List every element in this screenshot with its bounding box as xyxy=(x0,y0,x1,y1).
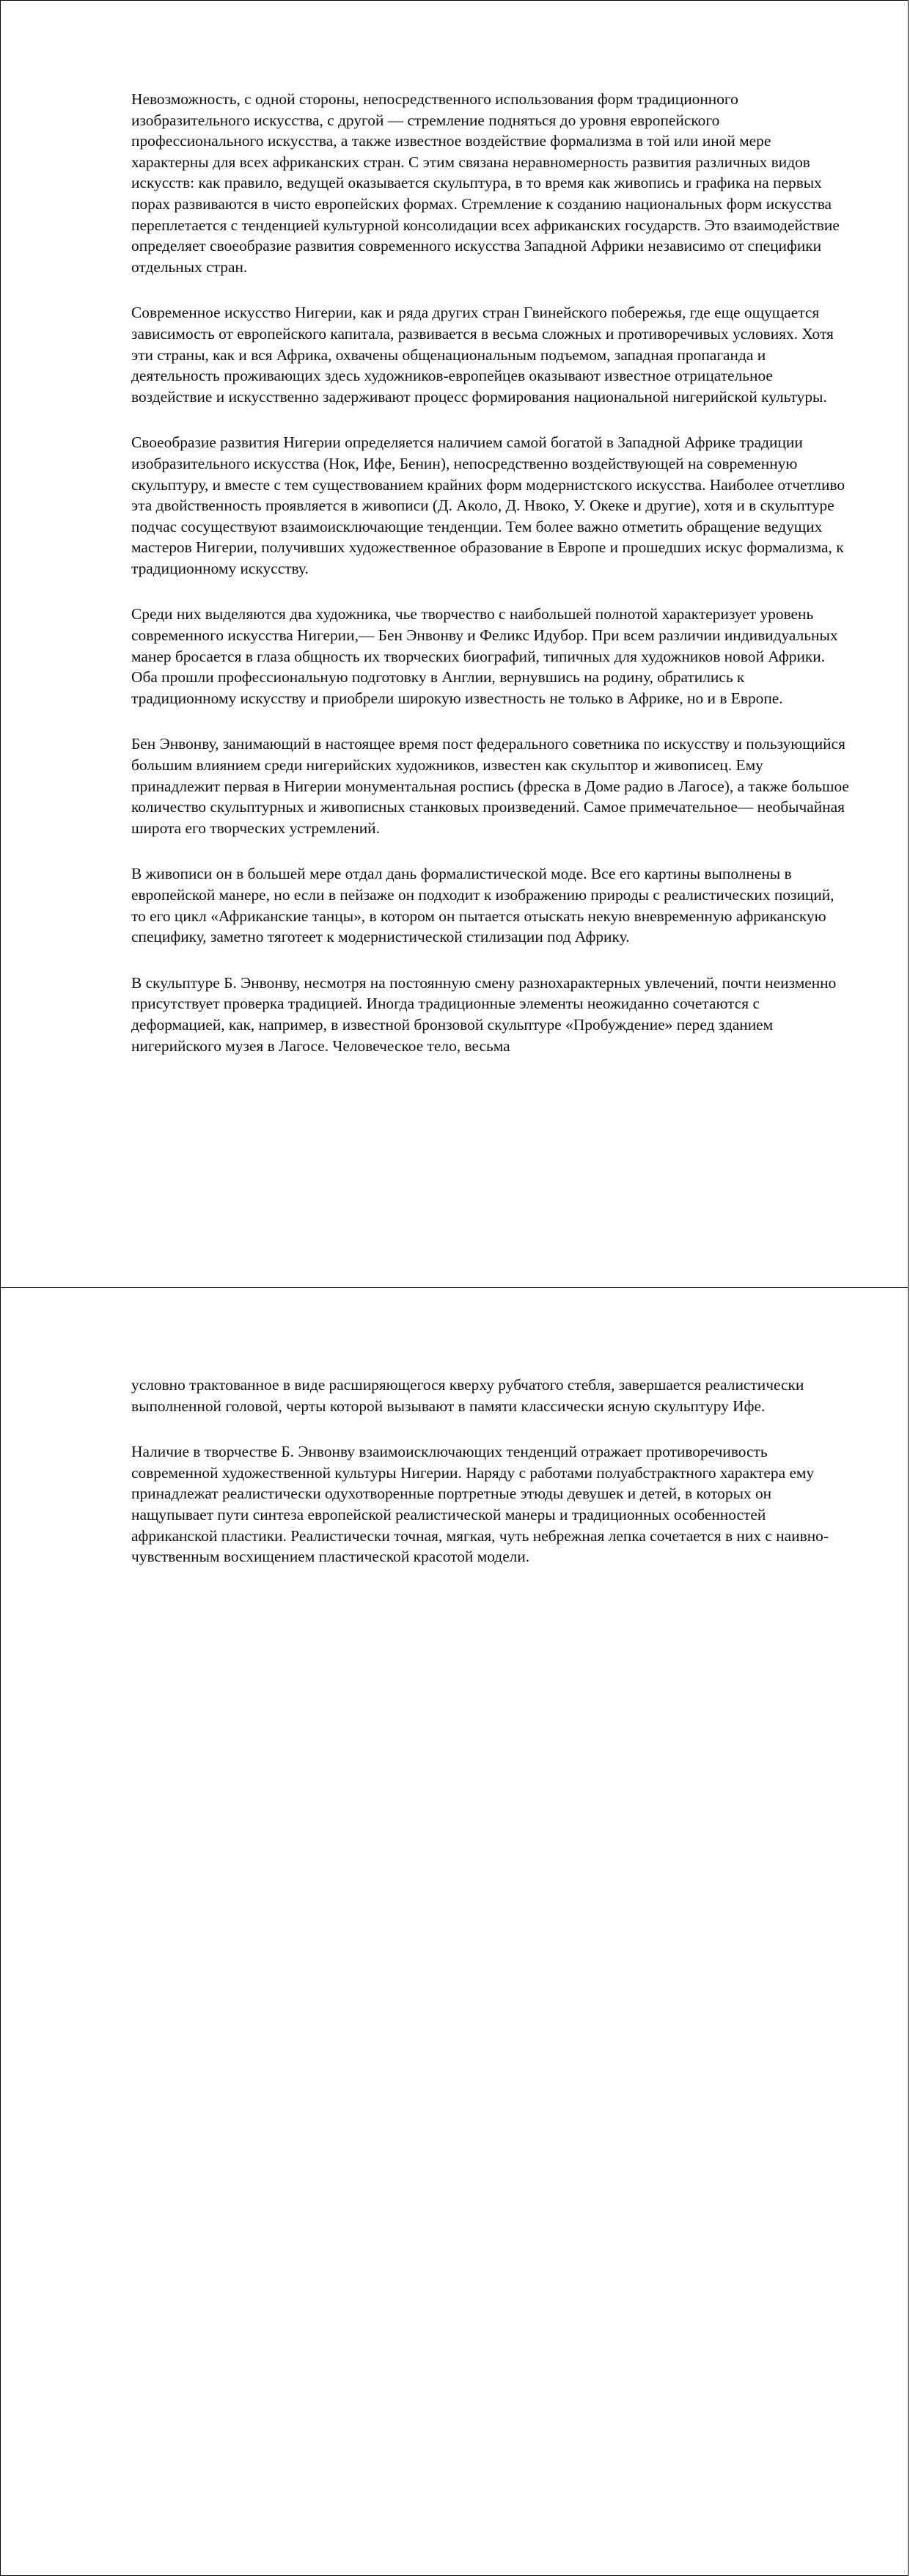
paragraph: В живописи он в большей мере отдал дань формалистической моде. Все его картины выполнены в европейской манере, но если в пейзаже он подходит к изображению природы с реалистических позиций, то его цикл «Африканские танцы», в котором он пытается отыскать некую вневременную африканскую специфику, заметно тяготеет к модернистической стилизации под Африку. xyxy=(131,865,834,946)
paragraph: Наличие в творчестве Б. Энвонву взаимоисключающих тенденций отражает противоречивость современной художественной культуры Нигерии. Наряду с работами полуабстрактного характера ему принадлежат реалистически одухотворенные портретные этюды девушек и детей, в которых он нащупывает пути синтеза европейской реалистической манеры и традиционных особенностей африканской пластики. Реалистически точная, мягкая, чуть небрежная лепка сочетается в них с наивно-чувственным восхищением пластической красотой модели. xyxy=(131,1443,829,1566)
document-page-1 xyxy=(0,0,909,1288)
page-text-block xyxy=(131,89,850,1081)
paragraph: условно трактованное в виде расширяющегося кверху рубчатого стебля, завершается реалистически выполненной головой, черты которой вызывают в памяти классически ясную скульптуру Ифе. xyxy=(131,1376,804,1415)
paragraph: Среди них выделяются два художника, чье творчество с наибольшей полнотой характеризует уровень современного искусства Нигерии,— Бен Энвонву и Феликс Идубор. При всем различии индивидуальных манер бросается в глаза общность их творческих биографий, типичных для художников новой Африки. Оба прошли профессиональную подготовку в Англии, вернувшись на родину, обратились к традиционному искусству и приобрели широкую известность не только в Африке, но и в Европе. xyxy=(131,605,838,707)
paragraph: Бен Энвонву, занимающий в настоящее время пост федерального советника по искусству и пользующийся большим влиянием среди нигерийских художников, известен как скульптор и живописец. Ему принадлежит первая в Нигерии монументальная роспись (фреска в Доме радио в Лагосе), а также большое количество скульптурных и живописных станковых произведений. Самое примечательное— необычайная широта его творческих устремлений. xyxy=(131,735,849,837)
document-page-2 xyxy=(0,1287,909,2576)
paragraph: В скульптуре Б. Энвонву, несмотря на постоянную смену разнохарактерных увлечений, почти неизменно присутствует проверка традицией. Иногда традиционные элементы неожиданно сочетаются с деформацией, как, например, в известной бронзовой скульптуре «Пробуждение» перед зданием нигерийского музея в Лагосе. Человеческое тело, весьма xyxy=(131,973,837,1055)
paragraph: Современное искусство Нигерии, как и ряда других стран Гвинейского побережья, где еще ощущается зависимость от европейского капитала, развивается в весьма сложных и противоречивых условиях. Хотя эти страны, как и вся Африка, охвачены общенациональным подъемом, западная пропаганда и деятельность проживающих здесь художников-европейцев оказывают известное отрицательное воздействие и искусственно задерживают процесс формирования национальной нигерийской культуры. xyxy=(131,304,834,406)
paragraph: Своеобразие развития Нигерии определяется наличием самой богатой в Западной Африке традиции изобразительного искусства (Нок, Ифе, Бенин), непосредственно воздействующей на современную скульптуру, и вместе с тем существованием крайних форм модернистского искусства. Наиболее отчетливо эта двойственность проявляется в живописи (Д. Аколо, Д. Нвоко, У. Океке и другие), хотя и в скульптуре подчас сосуществуют взаимоисключающие тенденции. Тем более важно отметить обращение ведущих мастеров Нигерии, получивших художественное образование в Европе и прошедших искус формализма, к традиционному искусству. xyxy=(131,433,845,577)
paragraph: Невозможность, с одной стороны, непосредственного использования форм традиционного изобразительного искусства, с другой — стремление подняться до уровня европейского профессионального искусства, а также известное воздействие формализма в той или иной мере характерны для всех африканских стран. С этим связана неравномерность развития различных видов искусств: как правило, ведущей оказывается скульптура, в то время как живопись и графика на первых порах развиваются в чисто европейских формах. Стремление к созданию национальных форм искусства переплетается с тенденцией культурной консолидации всех африканских государств. Это взаимодействие определяет своеобразие развития современного искусства Западной Африки независимо от специфики отдельных стран. xyxy=(131,90,840,276)
page-text-block xyxy=(131,1375,850,1592)
